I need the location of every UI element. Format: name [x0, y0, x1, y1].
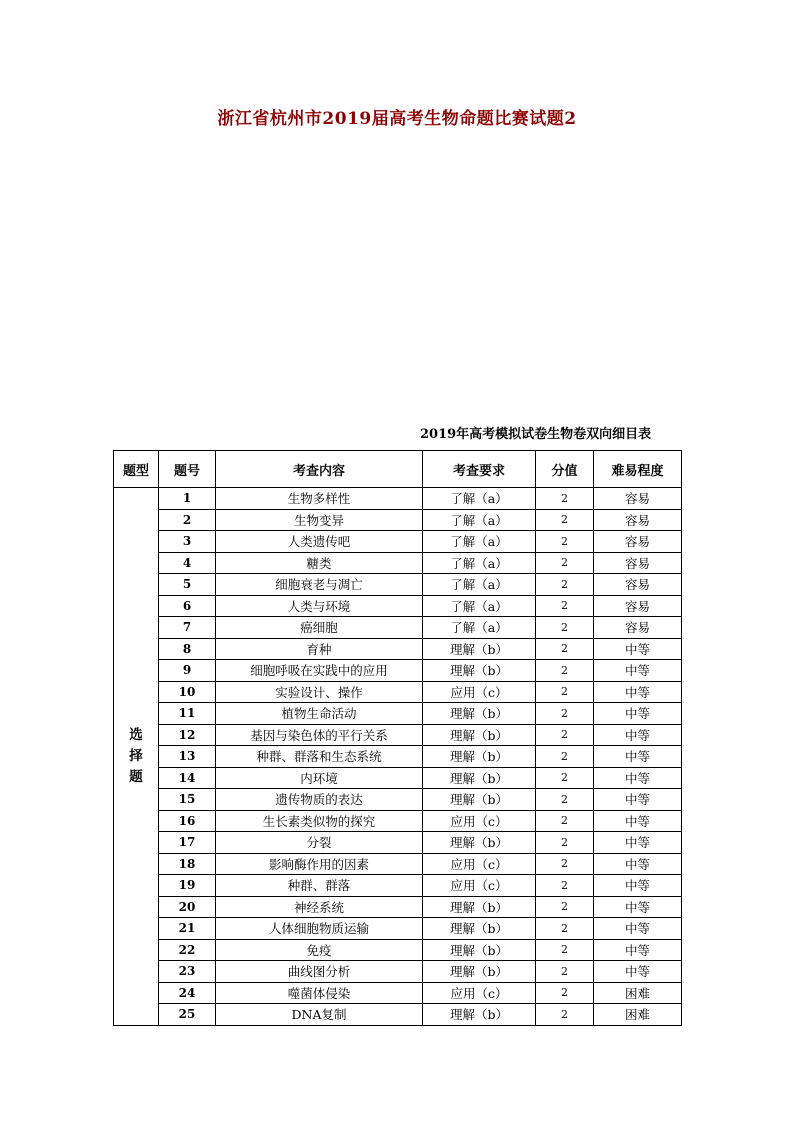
score-cell: 2: [536, 767, 594, 789]
table-row: [114, 746, 682, 768]
content-cell: 癌细胞: [216, 617, 423, 639]
content-cell: 分裂: [216, 832, 423, 854]
requirement-cell: 了解（a）: [423, 617, 536, 639]
table-row: [114, 488, 682, 510]
requirement-cell: 理解（b）: [423, 918, 536, 940]
score-cell: 2: [536, 531, 594, 553]
score-cell: 2: [536, 832, 594, 854]
requirement-cell: 理解（b）: [423, 961, 536, 983]
table-row: [114, 939, 682, 961]
difficulty-cell: 中等: [594, 638, 682, 660]
header-type: 题型: [114, 451, 159, 488]
content-cell: 细胞衰老与凋亡: [216, 574, 423, 596]
content-cell: 人类与环境: [216, 595, 423, 617]
content-cell: 生物变异: [216, 509, 423, 531]
question-number-cell: 5: [159, 574, 216, 596]
difficulty-cell: 容易: [594, 488, 682, 510]
question-number-cell: 1: [159, 488, 216, 510]
difficulty-cell: 容易: [594, 509, 682, 531]
table-row: [114, 531, 682, 553]
content-cell: 遗传物质的表达: [216, 789, 423, 811]
table-caption: 2019年高考模拟试卷生物卷双向细目表: [420, 427, 652, 442]
content-cell: 植物生命活动: [216, 703, 423, 725]
difficulty-cell: 中等: [594, 767, 682, 789]
table-row: [114, 724, 682, 746]
requirement-cell: 理解（b）: [423, 832, 536, 854]
question-number-cell: 23: [159, 961, 216, 983]
difficulty-cell: 中等: [594, 724, 682, 746]
content-cell: DNA复制: [216, 1004, 423, 1026]
header-content: 考查内容: [216, 451, 423, 488]
requirement-cell: 了解（a）: [423, 531, 536, 553]
score-cell: 2: [536, 638, 594, 660]
content-cell: 人类遗传吧: [216, 531, 423, 553]
score-cell: 2: [536, 574, 594, 596]
question-number-cell: 7: [159, 617, 216, 639]
question-number-cell: 19: [159, 875, 216, 897]
table-row: [114, 767, 682, 789]
score-cell: 2: [536, 660, 594, 682]
table-row: [114, 660, 682, 682]
requirement-cell: 理解（b）: [423, 767, 536, 789]
difficulty-cell: 容易: [594, 617, 682, 639]
difficulty-cell: 容易: [594, 552, 682, 574]
difficulty-cell: 容易: [594, 574, 682, 596]
difficulty-cell: 中等: [594, 746, 682, 768]
question-number-cell: 20: [159, 896, 216, 918]
difficulty-cell: 容易: [594, 595, 682, 617]
question-number-cell: 17: [159, 832, 216, 854]
difficulty-cell: 困难: [594, 1004, 682, 1026]
header-score: 分值: [536, 451, 594, 488]
difficulty-cell: 中等: [594, 703, 682, 725]
question-number-cell: 16: [159, 810, 216, 832]
score-cell: 2: [536, 617, 594, 639]
difficulty-cell: 中等: [594, 853, 682, 875]
requirement-cell: 应用（c）: [423, 875, 536, 897]
difficulty-cell: 中等: [594, 875, 682, 897]
score-cell: 2: [536, 853, 594, 875]
requirement-cell: 了解（a）: [423, 488, 536, 510]
question-number-cell: 21: [159, 918, 216, 940]
requirement-cell: 了解（a）: [423, 595, 536, 617]
requirement-cell: 理解（b）: [423, 896, 536, 918]
table-row: [114, 681, 682, 703]
content-cell: 曲线图分析: [216, 961, 423, 983]
table-row: [114, 574, 682, 596]
content-cell: 内环境: [216, 767, 423, 789]
requirement-cell: 应用（c）: [423, 853, 536, 875]
requirement-cell: 应用（c）: [423, 681, 536, 703]
difficulty-cell: 困难: [594, 982, 682, 1004]
requirement-cell: 了解（a）: [423, 574, 536, 596]
requirement-cell: 应用（c）: [423, 982, 536, 1004]
requirement-cell: 应用（c）: [423, 810, 536, 832]
difficulty-cell: 中等: [594, 810, 682, 832]
score-cell: 2: [536, 488, 594, 510]
table-row: [114, 918, 682, 940]
score-cell: 2: [536, 918, 594, 940]
difficulty-cell: 中等: [594, 961, 682, 983]
table-row: [114, 703, 682, 725]
content-cell: 神经系统: [216, 896, 423, 918]
table-row: [114, 789, 682, 811]
score-cell: 2: [536, 681, 594, 703]
question-number-cell: 22: [159, 939, 216, 961]
header-difficulty: 难易程度: [594, 451, 682, 488]
question-number-cell: 12: [159, 724, 216, 746]
content-cell: 人体细胞物质运输: [216, 918, 423, 940]
requirement-cell: 理解（b）: [423, 939, 536, 961]
score-cell: 2: [536, 552, 594, 574]
question-number-cell: 2: [159, 509, 216, 531]
question-number-cell: 24: [159, 982, 216, 1004]
difficulty-cell: 中等: [594, 896, 682, 918]
header-requirement: 考查要求: [423, 451, 536, 488]
table-row: [114, 853, 682, 875]
table-row: [114, 832, 682, 854]
score-cell: 2: [536, 961, 594, 983]
requirement-cell: 理解（b）: [423, 746, 536, 768]
question-number-cell: 10: [159, 681, 216, 703]
table-row: [114, 595, 682, 617]
table-row: [114, 552, 682, 574]
table-header-row: [114, 451, 682, 488]
table-row: [114, 810, 682, 832]
question-type-cell: [114, 488, 159, 1026]
question-number-cell: 4: [159, 552, 216, 574]
score-cell: 2: [536, 939, 594, 961]
question-number-cell: 18: [159, 853, 216, 875]
table-row: [114, 617, 682, 639]
question-number-cell: 9: [159, 660, 216, 682]
content-cell: 糖类: [216, 552, 423, 574]
question-type-char: 择: [129, 747, 143, 764]
content-cell: 影响酶作用的因素: [216, 853, 423, 875]
difficulty-cell: 中等: [594, 918, 682, 940]
table-row: [114, 875, 682, 897]
content-cell: 基因与染色体的平行关系: [216, 724, 423, 746]
requirement-cell: 理解（b）: [423, 724, 536, 746]
score-cell: 2: [536, 896, 594, 918]
score-cell: 2: [536, 724, 594, 746]
requirement-cell: 理解（b）: [423, 1004, 536, 1026]
score-cell: 2: [536, 789, 594, 811]
table-row: [114, 961, 682, 983]
table-row: [114, 896, 682, 918]
difficulty-cell: 中等: [594, 832, 682, 854]
score-cell: 2: [536, 1004, 594, 1026]
content-cell: 免疫: [216, 939, 423, 961]
requirement-cell: 了解（a）: [423, 509, 536, 531]
document-title: 浙江省杭州市2019届高考生物命题比赛试题2: [217, 109, 577, 129]
difficulty-cell: 中等: [594, 681, 682, 703]
specification-table: [113, 450, 682, 1026]
content-cell: 实验设计、操作: [216, 681, 423, 703]
question-number-cell: 25: [159, 1004, 216, 1026]
question-number-cell: 14: [159, 767, 216, 789]
content-cell: 生长素类似物的探究: [216, 810, 423, 832]
requirement-cell: 理解（b）: [423, 660, 536, 682]
table-row: [114, 509, 682, 531]
question-number-cell: 6: [159, 595, 216, 617]
table-row: [114, 1004, 682, 1026]
question-type-char: 选: [129, 726, 143, 743]
content-cell: 噬菌体侵染: [216, 982, 423, 1004]
difficulty-cell: 中等: [594, 789, 682, 811]
difficulty-cell: 容易: [594, 531, 682, 553]
question-number-cell: 15: [159, 789, 216, 811]
requirement-cell: 了解（a）: [423, 552, 536, 574]
score-cell: 2: [536, 703, 594, 725]
content-cell: 育种: [216, 638, 423, 660]
question-number-cell: 3: [159, 531, 216, 553]
question-number-cell: 11: [159, 703, 216, 725]
score-cell: 2: [536, 875, 594, 897]
content-cell: 细胞呼吸在实践中的应用: [216, 660, 423, 682]
difficulty-cell: 中等: [594, 660, 682, 682]
requirement-cell: 理解（b）: [423, 789, 536, 811]
question-type-char: 题: [129, 768, 143, 785]
difficulty-cell: 中等: [594, 939, 682, 961]
score-cell: 2: [536, 509, 594, 531]
requirement-cell: 理解（b）: [423, 638, 536, 660]
score-cell: 2: [536, 810, 594, 832]
content-cell: 生物多样性: [216, 488, 423, 510]
content-cell: 种群、群落和生态系统: [216, 746, 423, 768]
content-cell: 种群、群落: [216, 875, 423, 897]
score-cell: 2: [536, 746, 594, 768]
table-body: [114, 488, 682, 1026]
score-cell: 2: [536, 595, 594, 617]
question-number-cell: 8: [159, 638, 216, 660]
score-cell: 2: [536, 982, 594, 1004]
table-row: [114, 982, 682, 1004]
table-row: [114, 638, 682, 660]
requirement-cell: 理解（b）: [423, 703, 536, 725]
question-number-cell: 13: [159, 746, 216, 768]
header-number: 题号: [159, 451, 216, 488]
